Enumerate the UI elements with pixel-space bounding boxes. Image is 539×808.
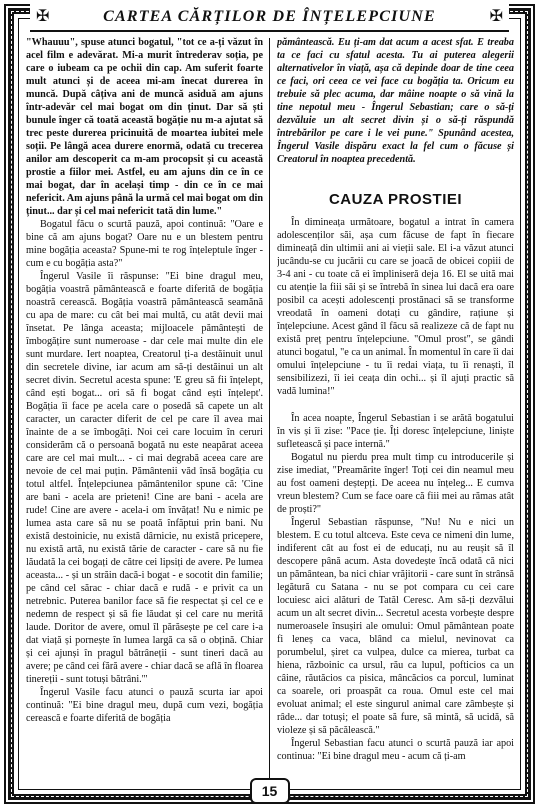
paragraph: Îngerul Sebastian facu atunci o scurtă pauză iar apoi continua: "Ei bine dragul meu - acum că ți-am: [277, 738, 514, 762]
section-heading: CAUZA PROSTIEI: [328, 191, 463, 208]
cross-ornament-icon: ✠: [36, 8, 50, 25]
page-footer: [0, 778, 539, 804]
left-column: [26, 36, 263, 784]
paragraph: "Whauuu", spuse atunci bogatul, "tot ce a-ți văzut în acel film e adevărat. Mi-a murit întrederav soția, pe care o iubeam ca pe ochii din cap. Am suferit foarte mult atunci și de aceea mi-am înecat durerea în muncă. După câțiva ani de muncă asiduă am ajuns într-adevăr cel mai bogat om din ținut. Dar să ști bunule înger că toată această bogăție nu m-a ajutat să trec peste durerea pricinuită de moartea iubitei mele soții. Pe lângă acea durere enormă, odată cu trecerea anilor am descoperit ca m-am procopsit și cu această prostie a fiilor mei. Astfel, eu am ajuns din ce în ce mai bogat, dar în același timp - din ce în ce mai nefericit. Am ajuns până la urmă cel mai bogat om din ținut... dar și cel mai nefericit tată din lume.": [26, 37, 263, 217]
running-title: CARTEA CĂRȚILOR DE ÎNȚELEPCIUNE: [30, 4, 509, 32]
paragraph: În dimineața următoare, bogatul a intrat în camera adolescenților săi, așa cum făcuse de fapt în fiecare dimineață din ultimii ani ai vieții sale. El i-a văzut atunci jucându-se cu jucării cu care se joacă de obicei copiii de 3-4 ani - cu toate că ei împliniseră deja 16. El se uită mai cu atenție la fiii săi și se întrebă în sinea lui dacă era oare posibil ca acești adolescenți prostănaci să se transforme vreodată în oameni dotați cu gândire, rațiune și înțelepciune. Acest gând îl făcu să realizeze că de fapt nu există preț pentru înțelepciune. "Omul prost", se gândi atunci bogatul, "e ca un animal. În momentul în care îi dai omului înțelepciune - tu îi redai viața, tu îi renaști, îl sensibilizezi, îi iei ceața din ochi... și îl ajuți practic să vadă lumina!": [277, 217, 514, 397]
right-column: [277, 36, 514, 784]
paragraph: Îngerul Vasile facu atunci o pauză scurta iar apoi continuă: "Ei bine dragul meu, după cum vezi, bogăția cerească e foarte diferită de bogăția: [26, 687, 263, 724]
paragraph: pământească. Eu ți-am dat acum a acest sfat. E treaba ta ce faci cu sfatul acesta. Tu ai puterea alegerii alternativelor în viață, așa că depinde doar de tine ceea ce faci, ori ceea ce vei face cu bogăția ta. Oricum eu trebuie să plec acuma, dar mâine noapte o să vină la tine nepotul meu - Îngerul Sebastian; care o să-ți dezvăluie un alt secret divin și o să-ți răspundă întrebărilor pe care i le vei pune." Spunând acestea, Îngerul Vasile dispăru exact la fel cum o făcuse și Creatorul în noaptea precedentă.: [277, 37, 514, 165]
spacer: [277, 398, 514, 412]
paragraph: Bogatul făcu o scurtă pauză, apoi continuă: "Oare e bine că am ajuns bogat? Oare nu e un blestem pentru mine bogăția aceasta? Spune-mi te rog înțeleptule înger - cum e cu bogăția asta?": [26, 219, 263, 269]
page-header: [30, 4, 509, 30]
paragraph: Bogatul nu pierdu prea mult timp cu introducerile și zise imediat, "Preamărite înger! Toți cei din neamul meu au fost oameni deștepți. De aceea nu înțeleg... E cumva vreun blestem? Cum se face oare că fiii mei au rămas atât de proști?": [277, 452, 514, 515]
paragraph: Îngerul Vasile îi răspunse: "Ei bine dragul meu, bogăția voastră pământească e foarte diferită de bogăția noastră cerească. Bogăția voastră pământească seamănă cu apa de mare: cu cât bei mai multă, cu atât devii mai însetat. Pe lânga aceasta; mijloacele pământești de îmbogățire sunt numeroase - dar cele mai multe din ele sunt murdare. Iert noaptea, Creatorul ți-a destăinuit unul din secretele divine, iar acum am să-ți destăinui un alt secret divin. Secretul acesta spune: 'E greu să fii înțelept, când ești bogat... ori să fi bogat când ești înțelept'. Bogăția îi face pe acela care o posedă să capete un alt caracter, un caracter diferit de cel pe care îl avea mai înainte de a se îmbogăți. Noi cei care locuim în ceruri considerăm că o persoană bogată nu este neapărat aceea care are cel mai mult... - ci mai degrabă aceea care are nevoie de cel mai puțin. Pământenii văd însă bogăția cu totul altfel. Înțelepciunea pământenilor spune că: 'Cine are bani - acela are prieteni! Cine are bani - acela are rude! Cine are avere - acela-i om învățat! Nu e nimic pe lumea asta care să nu se poată înfăptui prin bani. Nu există destoinicie, nu există dârnicie, nu există pricepere, nu există artă, nu există tărie de caracter - care să nu fie lăudată la cei bogați de către cei lipsiți de avere. Pe lumea aceasta... - și un străin dacă-i bogat - e socotit din familie; pe când cel sărac - chiar dacă e rudă - e privit ca un netrebnic. Puterea banilor face să fie respectat și cel ce e nedemn de respect și să fie lăudat și cel care nu merită laude. Doritor de avere, omul îl părăsește pe cel care i-a dat viață și pornește în lumea largă ca să o obțină. Chiar și cei ajunși în pragul bătrâneții - sunt tineri dacă au avere; pe când cei fără avere - chiar dacă se află în floarea tinereții - sunt totuși bătrâni.'": [26, 271, 263, 685]
page-number: 15: [250, 778, 290, 804]
column-divider: [269, 38, 270, 780]
paragraph: Îngerul Sebastian răspunse, "Nu! Nu e nici un blestem. E cu totul altceva. Este ceva ce nimeni din lume, indiferent cât au fost ei de educați, nu au reușit să îl descopere până acum. Asta dovedește încă odată că nici un pământean, ba nici chiar vrăjitorii - care sunt în strânsă legătură cu Satana - nu se pot compara cu cei care locuiesc aici alături de Tatăl Ceresc. Am să-ți dezvălui acum un alt secret divin... Secretul acesta vorbește despre numeroasele însușiri ale omului: Omul pământean poate fi leneș ca vaca, blând ca mielul, nevinovat ca porumbelul, șiret ca vulpea, dulce ca mierea, turbat ca hiena, războinic ca ursul, rău ca lupul, pofticios ca un câine, răutăcios ca pisica, mâncăcios ca porcul, luminat ca soarele, ori proaspăt ca roua. Omul este cel mai evoluat animal; el este singurul animal care zâmbește și râde... dar totuși; el poate să fure, să mintă, să ucidă, să violeze și să păcălească.": [277, 517, 514, 736]
paragraph: În acea noapte, Îngerul Sebastian i se arătă bogatului în vis și îi zise: "Pace ție. Îți doresc înțelepciune, liniște sufletească și pace internă.": [277, 413, 514, 450]
cross-ornament-icon: ✠: [489, 8, 503, 25]
